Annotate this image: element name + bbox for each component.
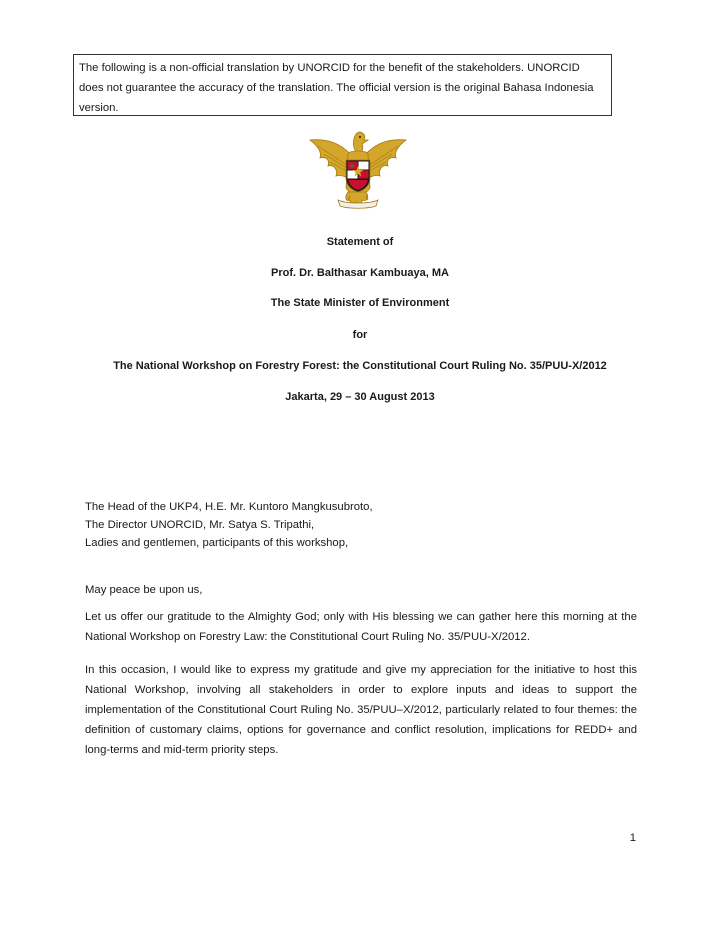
greeting: May peace be upon us, — [85, 584, 203, 596]
speaker-title: The State Minister of Environment — [270, 297, 450, 309]
body-paragraph: Let us offer our gratitude to the Almighty God; only with His blessing we can gather here this morning at the National Workshop on Forestry Law: the Constitutional Court Ruling No. 35/PUU-X/2012. — [85, 611, 637, 643]
page-number: 1 — [629, 832, 636, 844]
body-paragraph: In this occasion, I would like to express my gratitude and give my appreciation for the initiative to host this National Workshop, involving all stakeholders in order to explore inputs and ideas to support the implementation of the Constitutional Court Ruling No. 35/PUU–X/2012, particularly related to four themes: the definition of customary claims, options for governance and conflict resolution, implications for REDD+ and long-terms and mid-term priority steps. — [85, 664, 637, 756]
statement-heading: Statement of — [326, 236, 394, 248]
event-date-location: Jakarta, 29 – 30 August 2013 — [285, 391, 435, 403]
salutation-line: Ladies and gentlemen, participants of this workshop, — [85, 537, 349, 549]
garuda-emblem-icon — [304, 126, 412, 212]
event-title: The National Workshop on Forestry Forest: the Constitutional Court Ruling No. 35/PUU-X/2012 — [113, 360, 607, 372]
speaker-name: Prof. Dr. Balthasar Kambuaya, MA — [271, 267, 449, 279]
translation-notice-box: The following is a non-official translation by UNORCID for the benefit of the stakeholders. UNORCID does not guarantee the accuracy of the translation. The official version is the original Bahasa Indonesia version. — [73, 54, 612, 116]
for-line: for — [352, 329, 368, 341]
salutation-line: The Director UNORCID, Mr. Satya S. Tripathi, — [85, 519, 315, 531]
salutation-line: The Head of the UKP4, H.E. Mr. Kuntoro Mangkusubroto, — [85, 501, 373, 513]
